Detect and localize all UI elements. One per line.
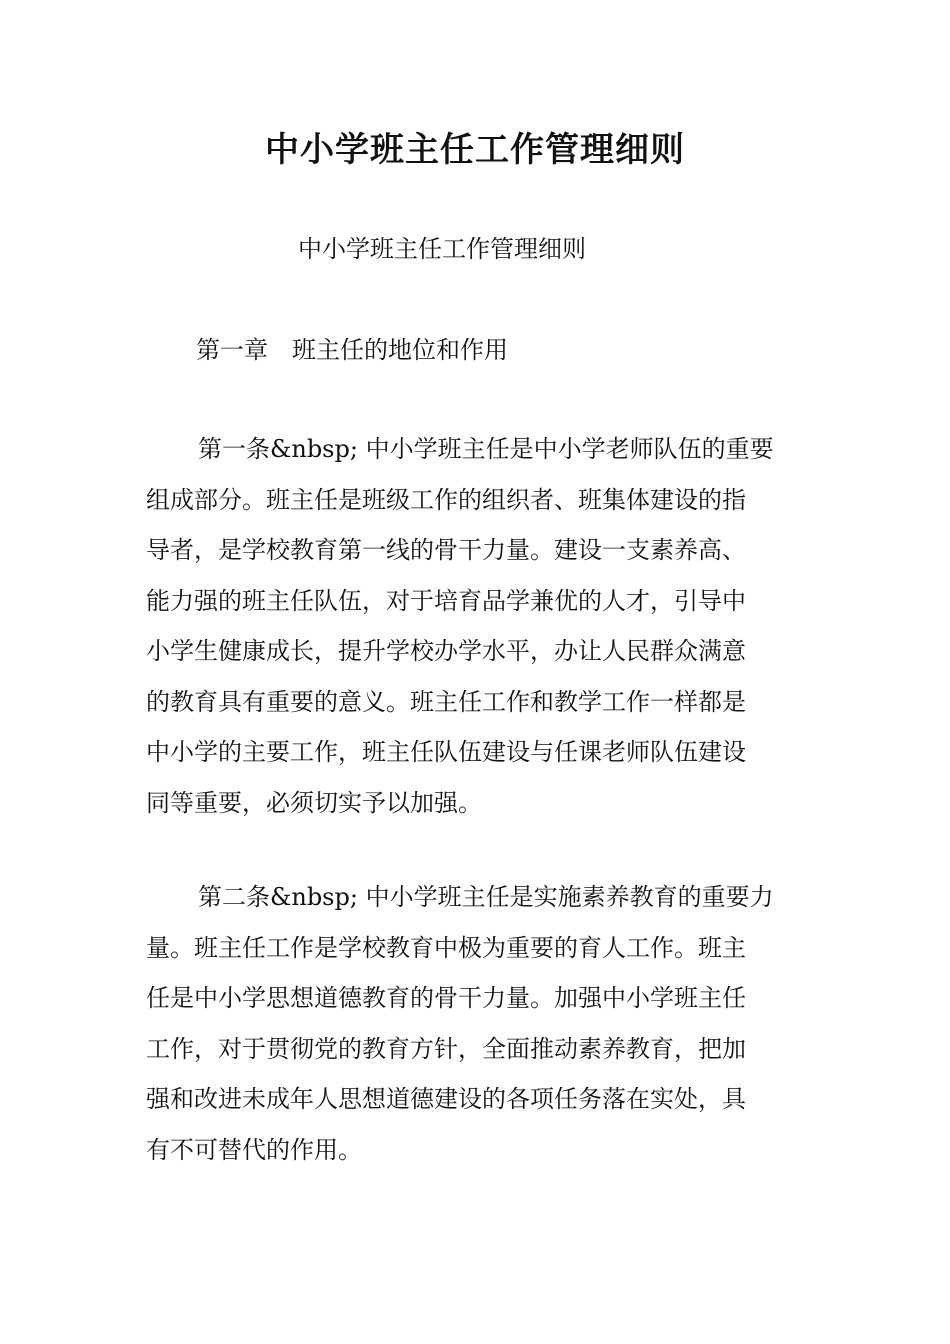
paragraph-line: 中小学的主要工作，班主任队伍建设与任课老师队伍建设 xyxy=(146,738,746,766)
paragraph-line: 导者，是学校教育第一线的骨干力量。建设一支素养高、 xyxy=(146,536,746,564)
chapter-heading: 第一章 班主任的地位和作用 xyxy=(196,336,508,364)
paragraph-line: 小学生健康成长，提升学校办学水平，办让人民群众满意 xyxy=(146,637,746,665)
paragraph-line: 第一条&nbsp; 中小学班主任是中小学老师队伍的重要 xyxy=(198,435,774,463)
article-paragraph-2 xyxy=(146,872,808,1175)
paragraph-line: 第二条&nbsp; 中小学班主任是实施素养教育的重要力 xyxy=(198,883,774,911)
paragraph-line: 同等重要，必须切实予以加强。 xyxy=(146,788,482,817)
paragraph-line: 工作，对于贯彻党的教育方针，全面推动素养教育，把加 xyxy=(146,1034,746,1063)
article-paragraph-1 xyxy=(146,424,808,828)
document-subtitle: 中小学班主任工作管理细则 xyxy=(298,235,586,263)
paragraph-line: 的教育具有重要的意义。班主任工作和教学工作一样都是 xyxy=(146,687,746,716)
paragraph-line: 任是中小学思想道德教育的骨干力量。加强中小学班主任 xyxy=(146,984,746,1012)
paragraph-line: 组成部分。班主任是班级工作的组织者、班集体建设的指 xyxy=(146,485,746,514)
document-title: 中小学班主任工作管理细则 xyxy=(265,130,685,170)
paragraph-line: 强和改进未成年人思想道德建设的各项任务落在实处，具 xyxy=(146,1085,746,1113)
paragraph-line: 能力强的班主任队伍，对于培育品学兼优的人才，引导中 xyxy=(146,586,746,615)
paragraph-line: 有不可替代的作用。 xyxy=(146,1135,362,1164)
paragraph-line: 量。班主任工作是学校教育中极为重要的育人工作。班主 xyxy=(146,933,746,962)
